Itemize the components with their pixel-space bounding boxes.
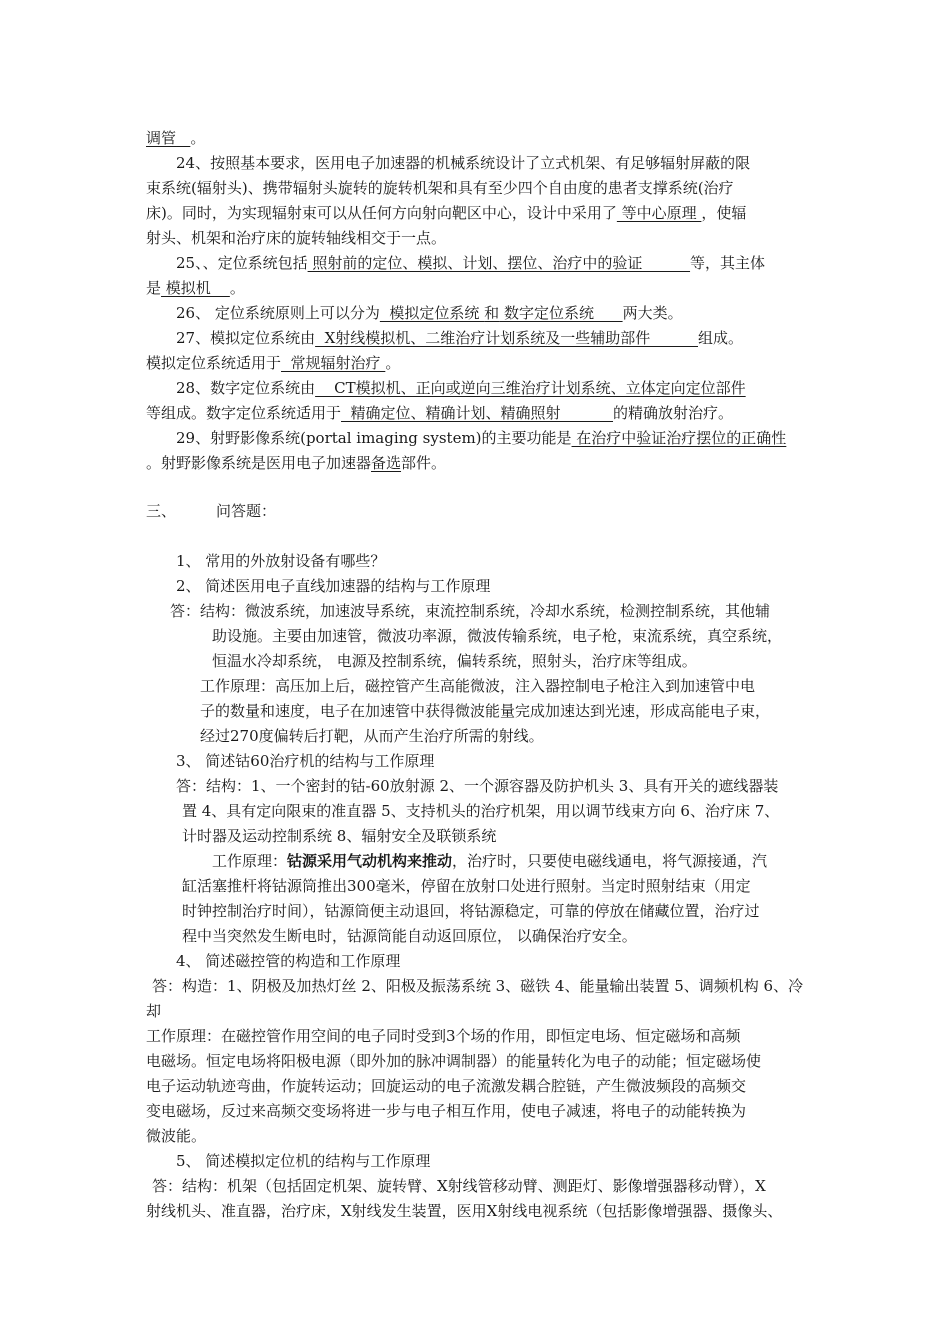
qa-answer-2-work-3: 经过270度偏转后打靶，从而产生治疗所需的射线。: [200, 727, 544, 745]
qa-answer-4-line-2: 却: [146, 1002, 162, 1020]
text: 27、模拟定位系统由: [176, 329, 316, 347]
text: 。: [190, 129, 206, 147]
qa-question-4: 4、 简述磁控管的构造和工作原理: [176, 952, 401, 970]
question-27-line-1: [176, 325, 743, 351]
qa-answer-2-work-1: 工作原理：高压加上后，磁控管产生高能微波，注入器控制电子枪注入到加速管中电: [200, 677, 756, 695]
qa-answer-3-line-3: 计时器及运动控制系统 8、辐射安全及联锁系统: [182, 827, 497, 845]
question-29-line-1: [176, 425, 786, 451]
text: 。: [229, 279, 245, 297]
section-number: 三、: [146, 502, 177, 520]
qa-answer-3-work-4: 程中当突然发生断电时，钴源筒能自动返回原位， 以确保治疗安全。: [182, 927, 637, 945]
blank-answer-tail: [176, 129, 190, 147]
section-title: 问答题：: [216, 502, 277, 520]
text: 29、射野影像系统(portal imaging system)的主要功能是: [176, 429, 572, 447]
text: 工作原理：: [212, 852, 288, 870]
qa-answer-4-work-4: 变电磁场，反过来高频交变场将进一步与电子相互作用，使电子减速，将电子的动能转换为: [146, 1102, 747, 1120]
blank-answer: 调管: [146, 129, 177, 147]
qa-answer-3-line-2: 置 4、具有定向限束的准直器 5、支持机头的治疗机架，用以调节线束方向 6、治疗床 7、: [182, 802, 780, 820]
question-29-line-2: [146, 450, 446, 476]
blank-answer: 常规辐射治疗: [281, 354, 386, 372]
qa-answer-5-line-2: 射线机头、准直器，治疗床，X射线发生装置，医用X射线电视系统（包括影像增强器、摄像头、: [146, 1202, 783, 1220]
qa-answer-3-line-1: 答：结构：1、一个密封的钴-60放射源 2、一个源容器及防护机头 3、具有开关的遮线器装: [176, 777, 779, 795]
line-0: [146, 125, 205, 151]
qa-answer-3-work-2: 缸活塞推杆将钴源筒推出300毫米，停留在放射口处进行照射。当定时照射结束（用定: [182, 877, 751, 895]
text: 。射野影像系统是医用电子加速器: [146, 454, 372, 472]
text: 26、 定位系统原则上可以分为: [176, 304, 380, 322]
qa-answer-4-work-5: 微波能。: [146, 1127, 207, 1145]
blank-answer: 在治疗中验证治疗摆位的正确性: [571, 429, 787, 447]
blank-answer: 模拟定位系统: [379, 304, 485, 322]
qa-answer-2-line-1: 答：结构：微波系统，加速波导系统，束流控制系统，冷却水系统，检测控制系统，其他辅: [170, 602, 771, 620]
text: 。: [385, 354, 401, 372]
text: 组成。: [698, 329, 744, 347]
text: 28、数字定位系统由: [176, 379, 316, 397]
qa-answer-4-work-3: 电子运动轨迹弯曲，作旋转运动；回旋运动的电子流激发耦合腔链，产生微波频段的高频交: [146, 1077, 747, 1095]
question-24-line-3: [146, 200, 746, 226]
qa-question-5: 5、 简述模拟定位机的结构与工作原理: [176, 1152, 431, 1170]
question-28-line-1: [176, 375, 746, 401]
qa-answer-3-work-1: [212, 848, 767, 874]
question-26: [176, 300, 683, 326]
blank-answer: 数字定位系统: [499, 304, 623, 322]
question-24-line-4: 射头、机架和治疗床的旋转轴线相交于一点。: [146, 229, 447, 247]
qa-question-1: 1、 常用的外放射设备有哪些？: [176, 552, 386, 570]
blank-answer: 备选: [371, 454, 402, 472]
question-25-line-1: [176, 250, 765, 276]
section-heading: [146, 498, 276, 524]
qa-answer-4-line-1: 答：构造：1、阴极及加热灯丝 2、阳极及振荡系统 3、磁铁 4、能量输出装置 5、调频机构 6、冷: [152, 977, 804, 995]
text: 等组成。数字定位系统适用于: [146, 404, 342, 422]
text: 两大类。: [622, 304, 683, 322]
text: 床)。同时，为实现辐射束可以从任何方向射向靶区中心，设计中采用了: [146, 204, 617, 222]
qa-answer-2-work-2: 子的数量和速度，电子在加速管中获得微波能量完成加速达到光速，形成高能电子束，: [200, 702, 771, 720]
qa-answer-4-work-1: 工作原理：在磁控管作用空间的电子同时受到3个场的作用，即恒定电场、恒定磁场和高频: [146, 1027, 741, 1045]
text: ，使辐: [701, 204, 747, 222]
blank-answer-and: 和: [484, 304, 500, 322]
qa-answer-5-line-1: 答：结构：机架（包括固定机架、旋转臂、X射线管移动臂、测距灯、影像增强器移动臂），X: [152, 1177, 766, 1195]
blank-answer: X射线模拟机、二维治疗计划系统及一些辅助部件: [315, 329, 698, 347]
text: 等，其主体: [690, 254, 766, 272]
qa-answer-3-work-3: 时钟控制治疗时间），钴源筒便主动退回，将钴源稳定，可靠的停放在储藏位置，治疗过: [182, 902, 760, 920]
qa-question-3: 3、 简述钴60治疗机的结构与工作原理: [176, 752, 435, 770]
question-27-line-2: [146, 350, 400, 376]
text: 是: [146, 279, 162, 297]
text: 模拟定位系统适用于: [146, 354, 282, 372]
question-24-line-1: 24、按照基本要求，医用电子加速器的机械系统设计了立式机架、有足够辐射屏蔽的限: [176, 154, 751, 172]
blank-answer: 精确定位、精确计划、精确照射: [341, 404, 614, 422]
question-24-line-2: 束系统(辐射头)、携带辐射头旋转的旋转机架和具有至少四个自由度的患者支撑系统(治疗: [146, 179, 734, 197]
text: 25、、定位系统包括: [176, 254, 308, 272]
question-28-line-2: [146, 400, 733, 426]
text: ，治疗时，只要使电磁线通电，将气源接通，汽: [452, 852, 768, 870]
qa-answer-2-line-2: 助设施。主要由加速管，微波功率源，微波传输系统，电子枪，束流系统，真空系统，: [212, 627, 783, 645]
qa-answer-2-line-3: 恒温水冷却系统， 电源及控制系统，偏转系统，照射头，治疗床等组成。: [212, 652, 697, 670]
blank-answer: 等中心原理: [616, 204, 702, 222]
text: 的精确放射治疗。: [613, 404, 734, 422]
qa-answer-4-work-2: 电磁场。恒定电场将阳极电源（即外加的脉冲调制器）的能量转化为电子的动能；恒定磁场使: [146, 1052, 762, 1070]
qa-question-2: 2、 简述医用电子直线加速器的结构与工作原理: [176, 577, 491, 595]
blank-answer: 模拟机: [161, 279, 230, 297]
question-25-line-2: [146, 275, 245, 301]
text: 部件。: [401, 454, 447, 472]
bold-text: 钴源采用气动机构来推动: [287, 852, 453, 870]
blank-answer: CT模拟机、正向或逆向三维治疗计划系统、立体定向定位部件: [315, 379, 746, 397]
blank-answer: 照射前的定位、模拟、计划、摆位、治疗中的验证: [307, 254, 691, 272]
